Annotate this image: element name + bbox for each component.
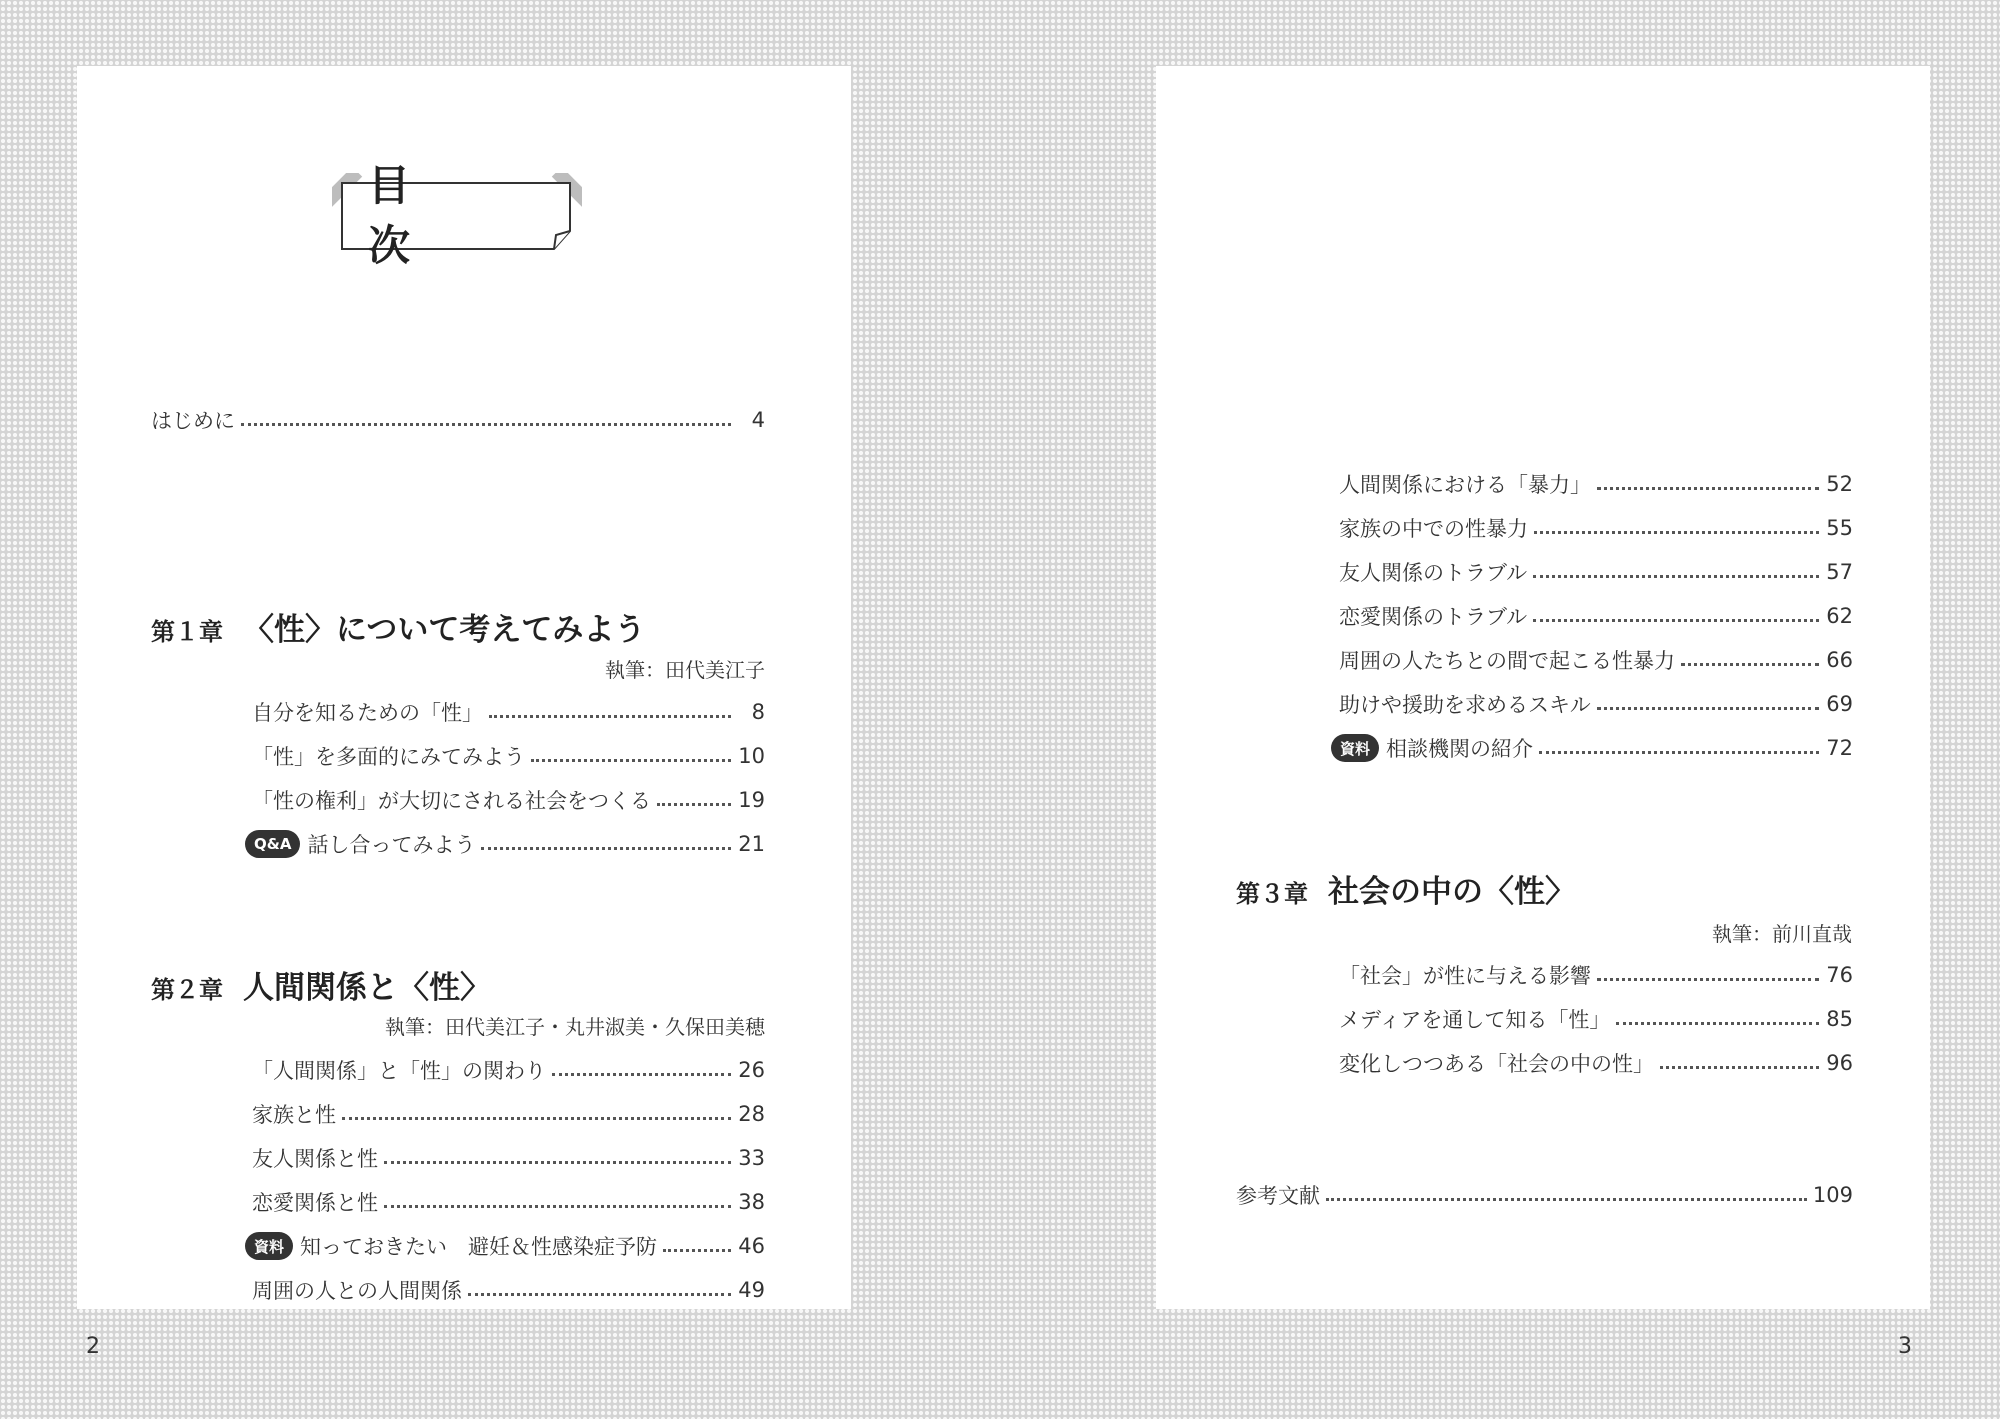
toc-entry[interactable] <box>1339 512 1853 544</box>
leader-dots <box>481 847 731 850</box>
toc-entry[interactable] <box>1339 959 1853 991</box>
leader-dots <box>552 1073 731 1076</box>
toc-entry[interactable] <box>252 784 765 816</box>
toc-entry-label: 周囲の人たちとの間で起こる性暴力 <box>1339 649 1675 673</box>
chapter-1-author: 執筆：田代美江子 <box>605 658 765 682</box>
toc-entry-page: 38 <box>738 1190 765 1214</box>
folio-left: 2 <box>86 1334 100 1359</box>
toc-entry-label: 相談機関の紹介 <box>1386 737 1534 761</box>
toc-entry-label: 周囲の人との人間関係 <box>252 1279 462 1303</box>
toc-title: 目 次 <box>368 161 525 270</box>
toc-entry[interactable] <box>1339 644 1853 676</box>
chapter-number: 第２章 <box>151 976 223 1004</box>
toc-entry[interactable] <box>1339 1047 1853 1079</box>
toc-entry[interactable] <box>1331 732 1853 764</box>
toc-entry-page: 55 <box>1826 516 1853 540</box>
qa-badge: Q&A <box>245 830 300 858</box>
chapter-1-heading <box>151 604 645 649</box>
toc-entry-page: 19 <box>738 788 765 812</box>
toc-entry[interactable] <box>1339 600 1853 632</box>
toc-entry[interactable] <box>252 740 765 772</box>
chapter-number: 第３章 <box>1236 880 1308 908</box>
toc-entry-label: 「性」を多面的にみてみよう <box>252 745 525 769</box>
toc-entry[interactable] <box>1339 468 1853 500</box>
toc-entry-page: 8 <box>751 700 765 724</box>
chapter-number: 第１章 <box>151 618 223 646</box>
toc-entry-label: 変化しつつある「社会の中の性」 <box>1339 1052 1654 1076</box>
toc-entry-page: 4 <box>751 408 765 432</box>
toc-entry-page: 85 <box>1826 1007 1853 1031</box>
toc-entry-label: メディアを通して知る「性」 <box>1339 1008 1611 1032</box>
material-badge: 資料 <box>245 1232 293 1260</box>
toc-entry-label: 参考文献 <box>1236 1184 1320 1208</box>
leader-dots <box>531 759 731 762</box>
toc-entry-label: 恋愛関係のトラブル <box>1339 605 1528 629</box>
toc-entry-page: 57 <box>1826 560 1853 584</box>
toc-entry[interactable] <box>245 828 765 860</box>
toc-entry[interactable] <box>1339 556 1853 588</box>
toc-entry-label: 人間関係における「暴力」 <box>1339 473 1591 497</box>
chapter-2-author: 執筆：田代美江子・丸井淑美・久保田美穂 <box>385 1015 765 1039</box>
right-page <box>1156 66 1930 1309</box>
leader-dots <box>489 715 731 718</box>
toc-entry-page: 109 <box>1812 1183 1853 1207</box>
toc-entry[interactable] <box>245 1230 765 1262</box>
toc-entry[interactable] <box>1339 1003 1853 1035</box>
toc-entry[interactable] <box>252 1274 765 1306</box>
material-badge: 資料 <box>1331 734 1379 762</box>
toc-entry-label: 助けや援助を求めるスキル <box>1339 693 1591 717</box>
leader-dots <box>1326 1198 1807 1201</box>
toc-entry-page: 52 <box>1826 472 1853 496</box>
toc-entry-label: 友人関係のトラブル <box>1339 561 1528 585</box>
toc-entry[interactable] <box>252 1054 765 1086</box>
leader-dots <box>1534 531 1819 534</box>
toc-entry-page: 46 <box>738 1234 765 1258</box>
toc-entry-label: 友人関係と性 <box>252 1147 378 1171</box>
leader-dots <box>1539 751 1819 754</box>
leader-dots <box>468 1293 731 1296</box>
toc-entry[interactable] <box>1339 688 1853 720</box>
toc-entry-page: 72 <box>1826 736 1853 760</box>
toc-entry[interactable] <box>252 1142 765 1174</box>
toc-entry-label: 「社会」が性に与える影響 <box>1339 964 1591 988</box>
leader-dots <box>1597 978 1819 981</box>
toc-entry-intro[interactable] <box>151 404 765 436</box>
chapter-3-heading <box>1236 866 1576 911</box>
toc-entry[interactable] <box>252 1098 765 1130</box>
toc-entry-label: 「人間関係」と「性」の関わり <box>252 1059 546 1083</box>
toc-entry-page: 69 <box>1826 692 1853 716</box>
toc-entry[interactable] <box>252 696 765 728</box>
toc-entry[interactable] <box>252 1186 765 1218</box>
toc-entry-page: 96 <box>1826 1051 1853 1075</box>
leader-dots <box>1660 1066 1819 1069</box>
toc-entry-label: 「性の権利」が大切にされる社会をつくる <box>252 789 651 813</box>
leader-dots <box>1597 487 1819 490</box>
leader-dots <box>1681 663 1819 666</box>
leader-dots <box>663 1249 731 1252</box>
leader-dots <box>657 803 731 806</box>
leader-dots <box>342 1117 731 1120</box>
toc-entry-page: 21 <box>738 832 765 856</box>
toc-title-box <box>332 161 582 270</box>
toc-entry-page: 33 <box>738 1146 765 1170</box>
chapter-2-heading <box>151 962 491 1007</box>
toc-entry-page: 10 <box>738 744 765 768</box>
toc-entry-label: 知っておきたい 避妊＆性感染症予防 <box>300 1235 658 1259</box>
leader-dots <box>1533 619 1819 622</box>
toc-entry-label: はじめに <box>151 409 235 433</box>
chapter-title: 人間関係と〈性〉 <box>243 970 491 1006</box>
leader-dots <box>384 1161 731 1164</box>
left-page <box>77 66 851 1309</box>
toc-entry-page: 26 <box>738 1058 765 1082</box>
chapter-title: 〈性〉について考えてみよう <box>243 612 646 648</box>
toc-entry-page: 49 <box>738 1278 765 1302</box>
toc-entry-label: 恋愛関係と性 <box>252 1191 378 1215</box>
chapter-title: 社会の中の〈性〉 <box>1328 874 1576 910</box>
toc-entry-page: 66 <box>1826 648 1853 672</box>
toc-entry-label: 話し合ってみよう <box>307 833 476 857</box>
toc-entry-page: 28 <box>738 1102 765 1126</box>
toc-entry-page: 76 <box>1826 963 1853 987</box>
folio-right: 3 <box>1898 1334 1912 1359</box>
chapter-3-author: 執筆：前川直哉 <box>1712 922 1852 946</box>
leader-dots <box>384 1205 731 1208</box>
toc-entry-references[interactable] <box>1236 1179 1853 1211</box>
toc-entry-label: 家族の中での性暴力 <box>1339 517 1528 541</box>
leader-dots <box>1616 1022 1819 1025</box>
toc-entry-page: 62 <box>1826 604 1853 628</box>
leader-dots <box>241 423 731 426</box>
toc-entry-label: 家族と性 <box>252 1103 336 1127</box>
leader-dots <box>1597 707 1819 710</box>
toc-entry-label: 自分を知るための「性」 <box>252 701 483 725</box>
leader-dots <box>1533 575 1819 578</box>
